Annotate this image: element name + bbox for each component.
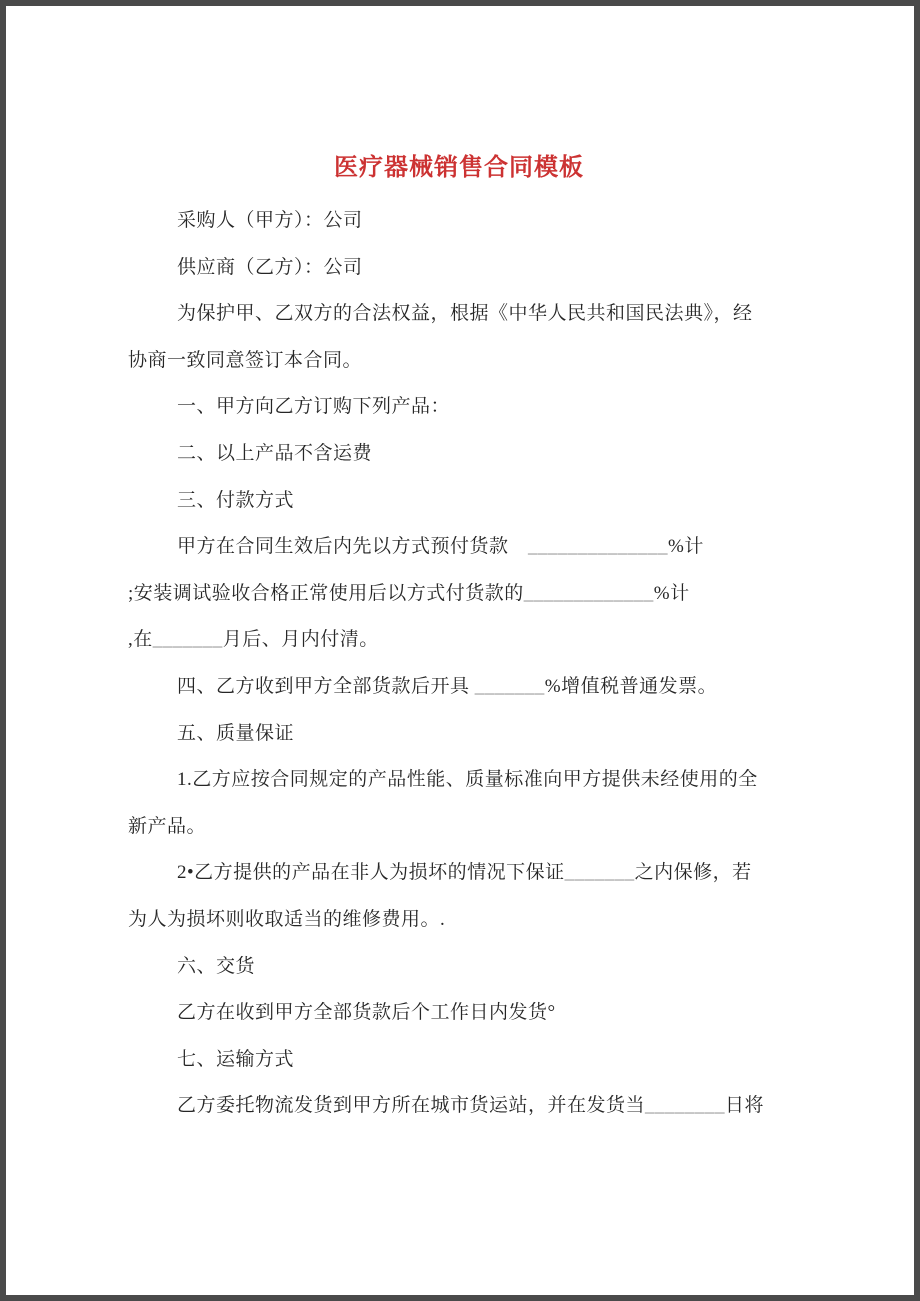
paragraph-line: ;安装调试验收合格正常使用后以方式付货款的_____________%计 <box>128 582 690 604</box>
paragraph-line: 三、付款方式 <box>177 489 295 511</box>
blank-underline: ______________ <box>528 536 669 558</box>
paragraph-line: 新产品。 <box>128 815 207 837</box>
paragraph-line: 六、交货 <box>177 955 256 977</box>
document-title: 医疗器械销售合同模板 <box>334 155 584 181</box>
paragraph-line: ,在_______月后、月内付清。 <box>128 629 379 651</box>
paragraph-line: 七、运输方式 <box>177 1048 295 1070</box>
paragraph-line: 协商一致同意签订本合同。 <box>128 349 363 371</box>
paragraph-line: 甲方在合同生效后内先以方式预付货款 ______________%计 <box>177 536 704 558</box>
paragraph-line: 乙方委托物流发货到甲方所在城市货运站，并在发货当________日将 <box>177 1095 765 1117</box>
paragraph-line: 二、以上产品不含运费 <box>177 442 373 464</box>
paragraph-line: 为人为损坏则收取适当的维修费用。. <box>128 908 446 930</box>
paragraph-line: 采购人（甲方）：公司 <box>177 210 363 231</box>
paragraph-line: 1.乙方应按合同规定的产品性能、质量标准向甲方提供未经使用的全 <box>177 769 758 791</box>
blank-underline: _______ <box>564 862 635 884</box>
document-body <box>128 198 790 1130</box>
paragraph-line: 四、乙方收到甲方全部货款后开具 _______%增值税普通发票。 <box>177 675 718 697</box>
blank-underline: _____________ <box>523 582 654 604</box>
paragraph-line: 一、甲方向乙方订购下列产品： <box>177 396 451 418</box>
paragraph-line: 供应商（乙方）：公司 <box>177 256 363 278</box>
paragraph-line: 为保护甲、乙双方的合法权益，根据《中华人民共和国民法典》，经 <box>177 303 753 325</box>
blank-underline: ________ <box>645 1095 726 1117</box>
blank-underline: _______ <box>474 675 545 697</box>
paragraph-line: 乙方在收到甲方全部货款后个工作日内发货° <box>177 1002 556 1024</box>
paragraph-line: 2•乙方提供的产品在非人为损坏的情况下保证_______之内保修，若 <box>177 862 752 884</box>
blank-underline: _______ <box>152 629 223 651</box>
paragraph-line: 五、质量保证 <box>177 722 295 744</box>
